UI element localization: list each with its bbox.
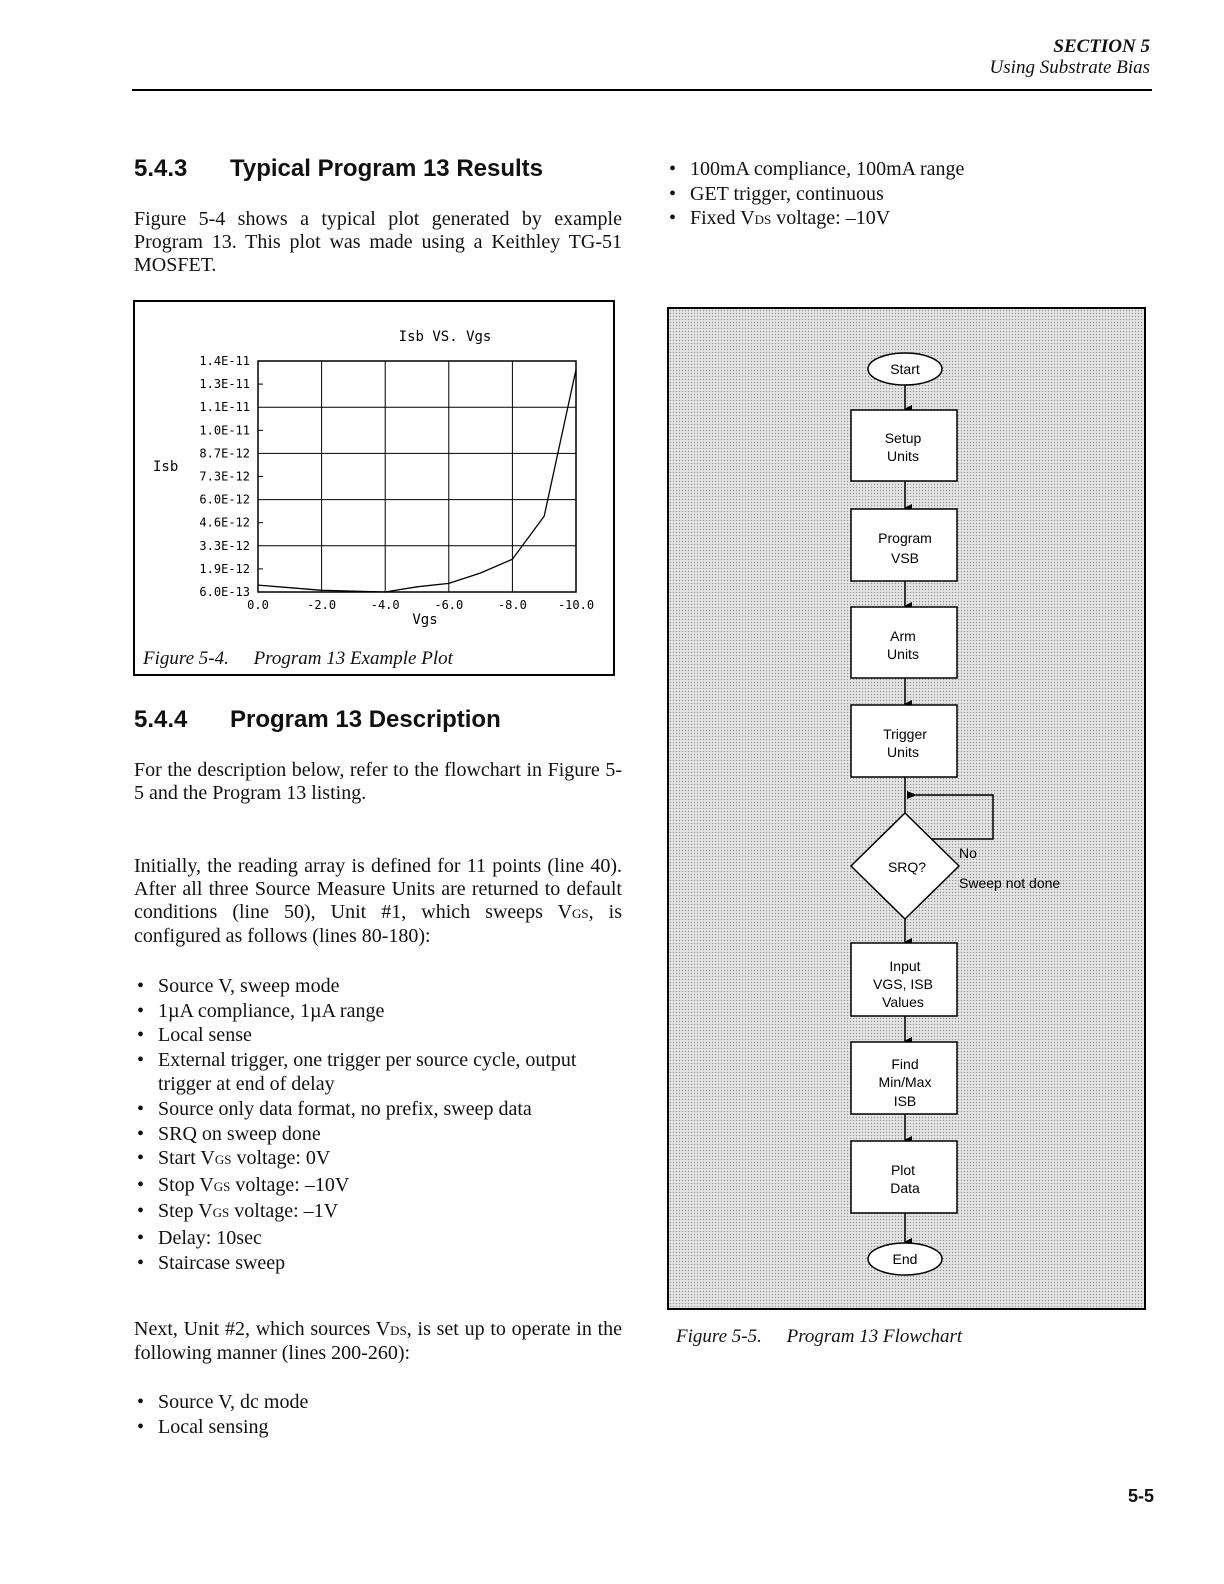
program-vsb-box	[851, 509, 957, 581]
y-tick-label: 3.3E-12	[199, 538, 250, 553]
item-text: Step V	[158, 1200, 213, 1223]
box-label: Setup	[884, 430, 922, 446]
para-text: , is set up to operate in the following manner (lines 200-260):	[134, 1318, 623, 1364]
subscript: DS	[390, 1323, 407, 1338]
heading-5-4-3	[134, 155, 543, 183]
list-item: • Delay: 10sec	[134, 1226, 626, 1251]
x-tick-label: -6.0	[434, 598, 464, 612]
figure-5-4-caption	[143, 648, 453, 670]
list-item: • Source V, sweep mode	[134, 974, 626, 999]
x-tick-label: -4.0	[370, 598, 400, 612]
figure-5-4-label: Figure 5-4.	[143, 648, 229, 669]
start-node	[868, 353, 942, 385]
y-tick-label: 4.6E-12	[199, 515, 250, 530]
end-node	[868, 1243, 942, 1275]
figure-5-4-title: Program 13 Example Plot	[253, 648, 453, 669]
box-label: VSB	[890, 550, 920, 566]
list-item: • Source only data format, no prefix, sweep data	[134, 1097, 626, 1122]
list-item: • Local sense	[134, 1023, 626, 1048]
input-values-box	[851, 943, 957, 1016]
figure-5-5-title: Program 13 Flowchart	[786, 1326, 963, 1347]
box-label: Units	[887, 448, 919, 464]
box-label: Input	[889, 958, 921, 974]
item-text: voltage: –10V	[771, 207, 891, 230]
item-text: voltage: –10V	[230, 1173, 350, 1196]
subscript: GS	[572, 906, 589, 921]
list-item	[134, 1146, 626, 1173]
start-label: Start	[890, 361, 920, 377]
para-text: , is configured as follows (lines 80-180):	[134, 901, 622, 947]
item-text: voltage: 0V	[231, 1147, 331, 1170]
x-tick-label: 0.0	[247, 598, 269, 612]
isb-vs-vgs-chart	[135, 302, 613, 632]
heading-number: 5.4.4	[134, 706, 188, 733]
sweep-not-done-label: Sweep not done	[959, 875, 1061, 891]
box-label: Program	[878, 530, 932, 546]
page-number: 5-5	[1127, 1486, 1154, 1506]
list-item: • Source V, dc mode	[134, 1390, 626, 1415]
list-item: • External trigger, one trigger per source cycle, output trigger at end of delay	[134, 1048, 626, 1097]
decision-label: SRQ?	[887, 859, 927, 875]
box-label: VGS, ISB	[873, 976, 933, 992]
box-label: Trigger	[883, 726, 927, 742]
x-tick-label: -8.0	[497, 598, 527, 612]
box-label: Min/Max	[878, 1074, 932, 1090]
x-tick-label: -2.0	[307, 598, 337, 612]
heading-title: Typical Program 13 Results	[230, 155, 544, 182]
box-label: Units	[887, 646, 919, 662]
list-item: • 1µA compliance, 1µA range	[134, 999, 626, 1024]
plot-data-box	[851, 1141, 957, 1213]
y-tick-label: 1.0E-11	[199, 423, 250, 438]
para-text: Next, Unit #2, which sources V	[134, 1318, 391, 1340]
list-item	[134, 1199, 626, 1226]
data-series-line	[258, 370, 576, 592]
unit2-continued-list	[666, 157, 1126, 233]
subscript: GS	[213, 1178, 231, 1194]
description-paragraph: For the description below, refer to the flowchart in Figure 5-5 and the Program 13 listing.	[134, 759, 622, 804]
y-tick-label: 6.0E-12	[199, 492, 250, 507]
unit2-paragraph	[134, 1318, 622, 1365]
section-subtitle: Using Substrate Bias	[989, 57, 1150, 78]
figure-5-4	[133, 300, 615, 676]
chart-title: Isb VS. Vgs	[398, 329, 492, 345]
y-tick-label: 1.1E-11	[199, 400, 250, 415]
y-tick-label: 7.3E-12	[199, 469, 250, 484]
setup-units-box	[851, 410, 957, 481]
srq-decision	[851, 813, 959, 919]
heading-title: Program 13 Description	[230, 706, 501, 733]
trigger-units-box	[851, 705, 957, 777]
y-tick-label: 1.3E-11	[199, 377, 250, 392]
end-label: End	[892, 1251, 918, 1267]
heading-number: 5.4.3	[134, 155, 188, 182]
header-rule	[132, 89, 1152, 91]
box-label: Find	[891, 1056, 919, 1072]
list-item	[666, 206, 1126, 233]
subscript: GS	[212, 1205, 230, 1221]
y-tick-label: 8.7E-12	[199, 446, 250, 461]
list-item: • Staircase sweep	[134, 1251, 626, 1276]
item-text: Stop V	[158, 1173, 214, 1196]
item-text: voltage: –1V	[229, 1200, 339, 1223]
unit1-config-list	[134, 974, 626, 1275]
para-text: Initially, the reading array is defined for 11 points (line 40). After all three Source Measure Units are returned to default conditions (line 50), Unit #1, which sweeps V	[134, 855, 622, 923]
arm-units-box	[851, 607, 957, 678]
y-tick-label: 1.4E-11	[199, 354, 250, 368]
y-tick-label: 6.0E-13	[199, 585, 250, 599]
list-item: • 100mA compliance, 100mA range	[666, 157, 1126, 182]
heading-5-4-4	[134, 706, 501, 734]
plot-frame	[258, 361, 576, 592]
loop-back-arrow	[916, 795, 993, 839]
box-label: Data	[890, 1180, 920, 1196]
list-item: • SRQ on sweep done	[134, 1122, 626, 1147]
box-label: Values	[882, 994, 924, 1010]
find-min-max-box	[851, 1042, 957, 1114]
chart-x-label: Vgs	[412, 612, 438, 628]
box-label: Units	[887, 744, 919, 760]
subscript: GS	[214, 1152, 232, 1168]
item-text: Fixed V	[690, 207, 755, 230]
subscript: DS	[754, 212, 772, 228]
unit2-config-list	[134, 1390, 626, 1439]
x-tick-label: -10.0	[557, 598, 595, 612]
list-item	[134, 1173, 626, 1200]
figure-5-5-label: Figure 5-5.	[676, 1326, 762, 1347]
list-item: • GET trigger, continuous	[666, 182, 1126, 207]
box-label: ISB	[893, 1093, 917, 1109]
box-label: Arm	[890, 628, 916, 644]
flowchart-svg	[669, 309, 1144, 1308]
section-label: SECTION 5	[1053, 36, 1150, 57]
item-text: Start V	[158, 1147, 215, 1170]
initial-paragraph	[134, 855, 622, 948]
figure-5-5-caption	[676, 1326, 962, 1348]
intro-paragraph: Figure 5-4 shows a typical plot generated by example Program 13. This plot was made using a Keithley TG-51 MOSFET.	[134, 208, 622, 276]
no-label: No	[959, 845, 977, 861]
list-item: • Local sensing	[134, 1415, 626, 1440]
box-label: Plot	[890, 1162, 916, 1178]
y-tick-label: 1.9E-12	[199, 561, 250, 576]
figure-5-5-flowchart	[667, 307, 1146, 1310]
chart-y-label: Isb	[153, 459, 179, 475]
